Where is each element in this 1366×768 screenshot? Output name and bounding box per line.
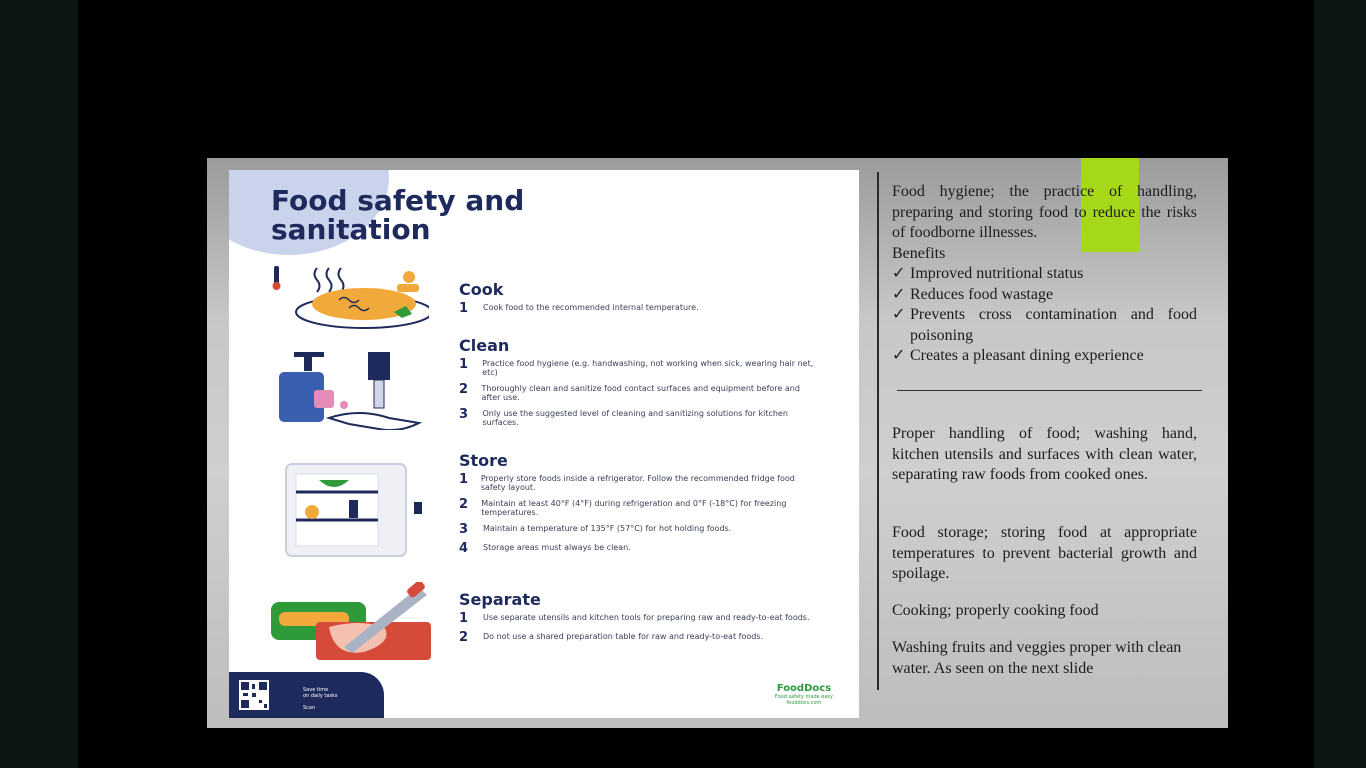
section-separate (459, 590, 819, 651)
step-number: 1 (459, 301, 469, 316)
step-number: 2 (459, 382, 469, 397)
step-number: 1 (459, 357, 469, 372)
step-number: 4 (459, 541, 469, 556)
benefit-text: Reduces food wastage (910, 285, 1054, 303)
step-number: 1 (459, 611, 469, 626)
poster-title: Food safety and sanitation (271, 184, 525, 246)
section-clean (459, 336, 819, 434)
benefit-item (892, 305, 1197, 346)
benefit-item (892, 346, 1197, 367)
vertical-divider (877, 172, 879, 690)
check-icon: ✓ (892, 347, 906, 364)
handling-text: Proper handling of food; washing hand, kitchen utensils and surfaces with clean water, separating raw foods from cooked ones. (892, 425, 1197, 483)
roast-chicken-icon (269, 262, 429, 334)
handwashing-icon (274, 350, 424, 430)
washing-text: Washing fruits and veggies proper with clean water. As seen on the next slide (892, 639, 1182, 677)
benefit-item (892, 264, 1197, 285)
step-text: Use separate utensils and kitchen tools for preparing raw and ready-to-eat foods. (483, 613, 810, 622)
step (459, 524, 819, 536)
step-text: Storage areas must always be clean. (483, 543, 631, 552)
step-number: 3 (459, 407, 469, 422)
step (459, 499, 819, 517)
brand-logo (775, 683, 833, 706)
section-heading: Store (459, 451, 508, 470)
storage-text: Food storage; storing food at appropriate temperatures to prevent bacterial growth and spoilage. (892, 524, 1197, 582)
step-text: Cook food to the recommended internal temperature. (483, 303, 699, 312)
step (459, 359, 819, 377)
section-heading: Cook (459, 280, 504, 299)
benefits-heading: Benefits (892, 244, 946, 262)
step-text: Maintain at least 40°F (4°F) during refrigeration and 0°F (-18°C) for freezing temperatures. (481, 499, 787, 517)
section-heading: Separate (459, 590, 541, 609)
step (459, 409, 819, 427)
step (459, 613, 819, 625)
benefit-text: Prevents cross contamination and food poisoning (910, 306, 1197, 344)
brand-url: fooddocs.com (786, 700, 822, 706)
definition-text: Food hygiene; the practice of handling, preparing and storing food to reduce the risks of foodborne illnesses. (892, 183, 1197, 241)
benefit-text: Improved nutritional status (910, 265, 1084, 282)
step (459, 632, 819, 644)
brand-name: FoodDocs (776, 683, 832, 694)
step (459, 543, 819, 555)
step (459, 303, 819, 315)
step-text: Thoroughly clean and sanitize food contact surfaces and equipment before and after use. (481, 384, 800, 402)
horizontal-divider (897, 390, 1202, 391)
step-number: 3 (459, 522, 469, 537)
cooking-text: Cooking; properly cooking food (892, 602, 1099, 619)
step-text: Do not use a shared preparation table for raw and ready-to-eat foods. (483, 632, 764, 641)
check-icon: ✓ (892, 265, 906, 282)
section-store (459, 451, 819, 562)
qr-scan-label: Scan (303, 705, 316, 711)
step (459, 474, 819, 492)
step-text: Practice food hygiene (e.g. handwashing, not working when sick, wearing hair net, etc) (482, 359, 814, 377)
brand-tagline: Food safety made easy (774, 694, 833, 700)
notes-top (892, 182, 1197, 367)
check-icon: ✓ (892, 285, 906, 303)
step-text: Properly store foods inside a refrigerator. Follow the recommended fridge food safety layout. (480, 474, 795, 492)
check-icon: ✓ (892, 306, 906, 323)
qr-code-icon (239, 680, 269, 710)
cutting-board-icon (269, 582, 434, 664)
section-heading: Clean (459, 336, 510, 355)
step-number: 1 (459, 472, 469, 487)
step-number: 2 (459, 630, 469, 645)
step-number: 2 (459, 497, 469, 512)
benefit-item (892, 285, 1197, 306)
qr-caption: Save time on daily tasks (303, 687, 338, 699)
section-cook (459, 280, 819, 322)
step (459, 384, 819, 402)
refrigerator-icon (284, 462, 429, 558)
qr-banner (229, 672, 384, 718)
benefit-text: Creates a pleasant dining experience (910, 347, 1144, 364)
step-text: Only use the suggested level of cleaning and sanitizing solutions for kitchen surfaces. (482, 409, 788, 427)
slide (207, 158, 1228, 728)
step-text: Maintain a temperature of 135°F (57°C) for hot holding foods. (483, 524, 732, 533)
food-safety-poster (229, 170, 859, 718)
